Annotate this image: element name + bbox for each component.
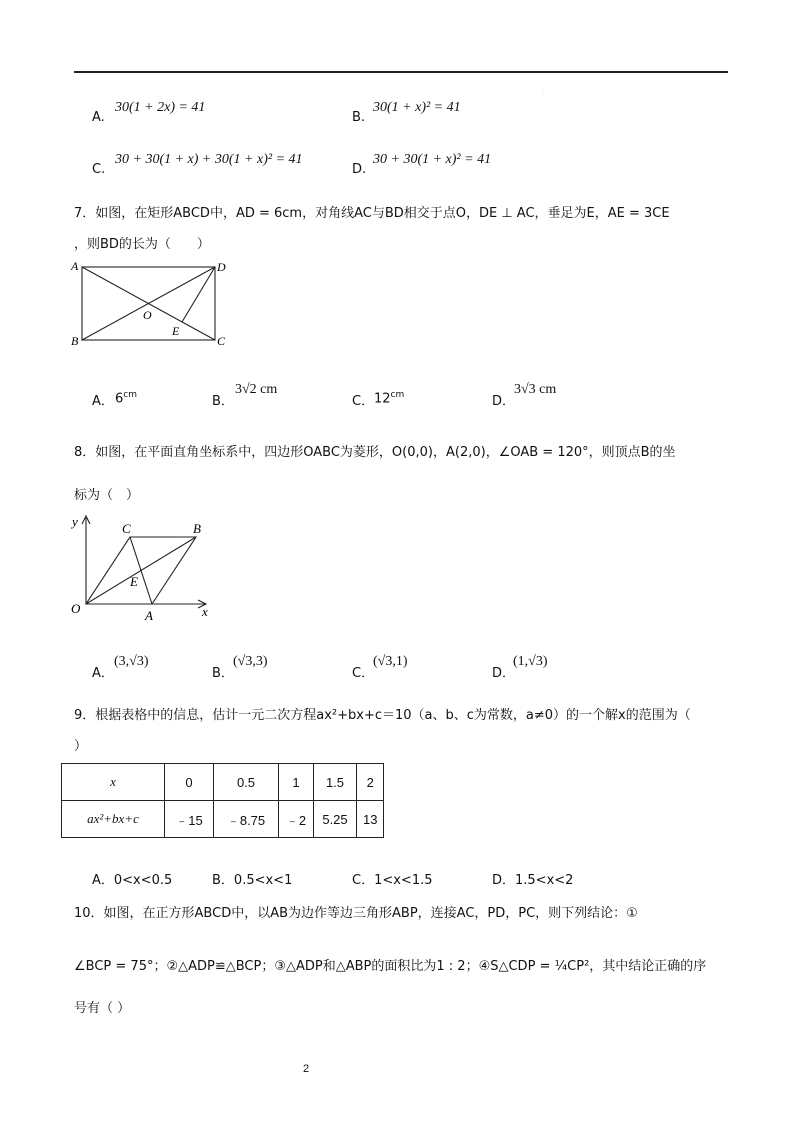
- q6-option-c: 30 + 30(1 + x) + 30(1 + x)² = 41: [115, 152, 303, 167]
- table-cell: 13: [357, 801, 384, 838]
- q8-option-c-value: (√3,1): [373, 654, 408, 669]
- table-cell: 0: [165, 764, 214, 801]
- table-cell: 1.5: [314, 764, 357, 801]
- q9-option-a: A．0<x<0.5: [92, 873, 173, 888]
- q7-option-a-value: [115, 390, 137, 406]
- q7-option-b-value: 3√2 cm: [235, 382, 278, 397]
- q8-rhombus-figure: [66, 510, 226, 622]
- q6-option-d-label: D.: [352, 162, 367, 177]
- q9-stem-line1: 9．根据表格中的信息，估计一元二次方程ax²+bx+c＝10（a、b、c为常数，a≠0）的一个解x的范围为（: [74, 708, 691, 723]
- table-row: [62, 764, 384, 801]
- q8-label-c: C: [122, 521, 131, 536]
- q8-label-y: y: [72, 514, 78, 529]
- q7-rectangle-figure: [68, 258, 238, 350]
- q7-option-a-label: A．: [92, 394, 114, 409]
- table-cell: ﹣15: [165, 801, 214, 838]
- q6-option-b-label: B.: [352, 110, 366, 125]
- q7-option-a-unit: cm: [123, 390, 137, 400]
- q8-option-b-label: B．: [212, 666, 234, 681]
- q7-label-c: C: [217, 334, 226, 348]
- table-cell: x: [62, 764, 165, 801]
- q8-option-b-value: (√3,3): [233, 654, 268, 669]
- table-cell: 0.5: [214, 764, 279, 801]
- q9-option-c: C．1<x<1.5: [352, 873, 433, 888]
- q7-label-o: O: [143, 308, 152, 322]
- table-cell: ax²+bx+c: [62, 801, 165, 838]
- header-rule: [74, 71, 728, 73]
- q7-stem-line1: 7．如图，在矩形ABCD中，AD = 6cm，对角线AC与BD相交于点O，DE ⊥ AC，垂足为E，AE = 3CE: [74, 206, 670, 221]
- q9-option-d: D．1.5<x<2: [492, 873, 574, 888]
- q9-value-table: [61, 763, 384, 838]
- q7-option-b-label: B．: [212, 394, 234, 409]
- table-row: [62, 801, 384, 838]
- q7-option-c-label: C．: [352, 394, 375, 409]
- table-cell: 1: [279, 764, 314, 801]
- q8-option-d-value: (1,√3): [513, 654, 548, 669]
- q6-option-a: 30(1 + 2x) = 41: [115, 100, 206, 115]
- q8-label-a: A: [145, 608, 153, 622]
- q8-label-x: x: [202, 604, 208, 619]
- q8-option-a-value: (3,√3): [114, 654, 149, 669]
- q8-option-a-label: A．: [92, 666, 114, 681]
- scan-dot: ·: [543, 88, 545, 95]
- q7-option-d-label: D．: [492, 394, 516, 409]
- q6-option-a-label: A.: [92, 110, 105, 125]
- q10-stem-line1: 10．如图，在正方形ABCD中，以AB为边作等边三角形ABP，连接AC，PD，PC，则下列结论：①: [74, 906, 638, 921]
- q7-label-a: A: [71, 259, 79, 273]
- q10-stem-line3: 号有（ ）: [74, 1001, 131, 1016]
- q8-option-d-label: D．: [492, 666, 516, 681]
- q6-option-b: 30(1 + x)² = 41: [373, 100, 461, 115]
- q6-option-d: 30 + 30(1 + x)² = 41: [373, 152, 492, 167]
- q7-option-c-value: [374, 390, 404, 406]
- q7-label-d: D: [217, 260, 226, 274]
- q7-label-e: E: [172, 324, 180, 338]
- q8-diagonal-ac: [130, 537, 152, 604]
- table-cell: 2: [357, 764, 384, 801]
- q10-stem-line2: ∠BCP = 75°；②△ADP≌△BCP；③△ADP和△ABP的面积比为1 : 2；④S△CDP = ¼CP²，其中结论正确的序: [74, 959, 707, 974]
- q9-stem-line2: ）: [74, 739, 88, 754]
- q7-option-c-number: 12: [374, 391, 391, 407]
- q8-stem-line2: 标为（ ）: [74, 488, 140, 503]
- q8-stem-line1: 8．如图，在平面直角坐标系中，四边形OABC为菱形，O(0,0)，A(2,0)，∠OAB = 120°，则顶点B的坐: [74, 445, 676, 460]
- q7-stem-line2: ，则BD的长为（ ）: [74, 237, 210, 252]
- q6-option-c-label: C.: [92, 162, 106, 177]
- q9-option-b: B．0.5<x<1: [212, 873, 293, 888]
- q8-label-e: E: [130, 574, 138, 589]
- q7-option-a-number: 6: [115, 391, 124, 407]
- q7-option-d-value: 3√3 cm: [514, 382, 557, 397]
- q8-option-c-label: C．: [352, 666, 375, 681]
- table-cell: ﹣2: [279, 801, 314, 838]
- table-cell: ﹣8.75: [214, 801, 279, 838]
- q7-segment-de: [182, 267, 215, 322]
- q8-label-o: O: [71, 601, 81, 616]
- q8-label-b: B: [193, 521, 201, 536]
- page-number: 2: [303, 1063, 310, 1075]
- q7-option-c-unit: cm: [390, 390, 405, 400]
- table-cell: 5.25: [314, 801, 357, 838]
- q7-label-b: B: [71, 334, 79, 348]
